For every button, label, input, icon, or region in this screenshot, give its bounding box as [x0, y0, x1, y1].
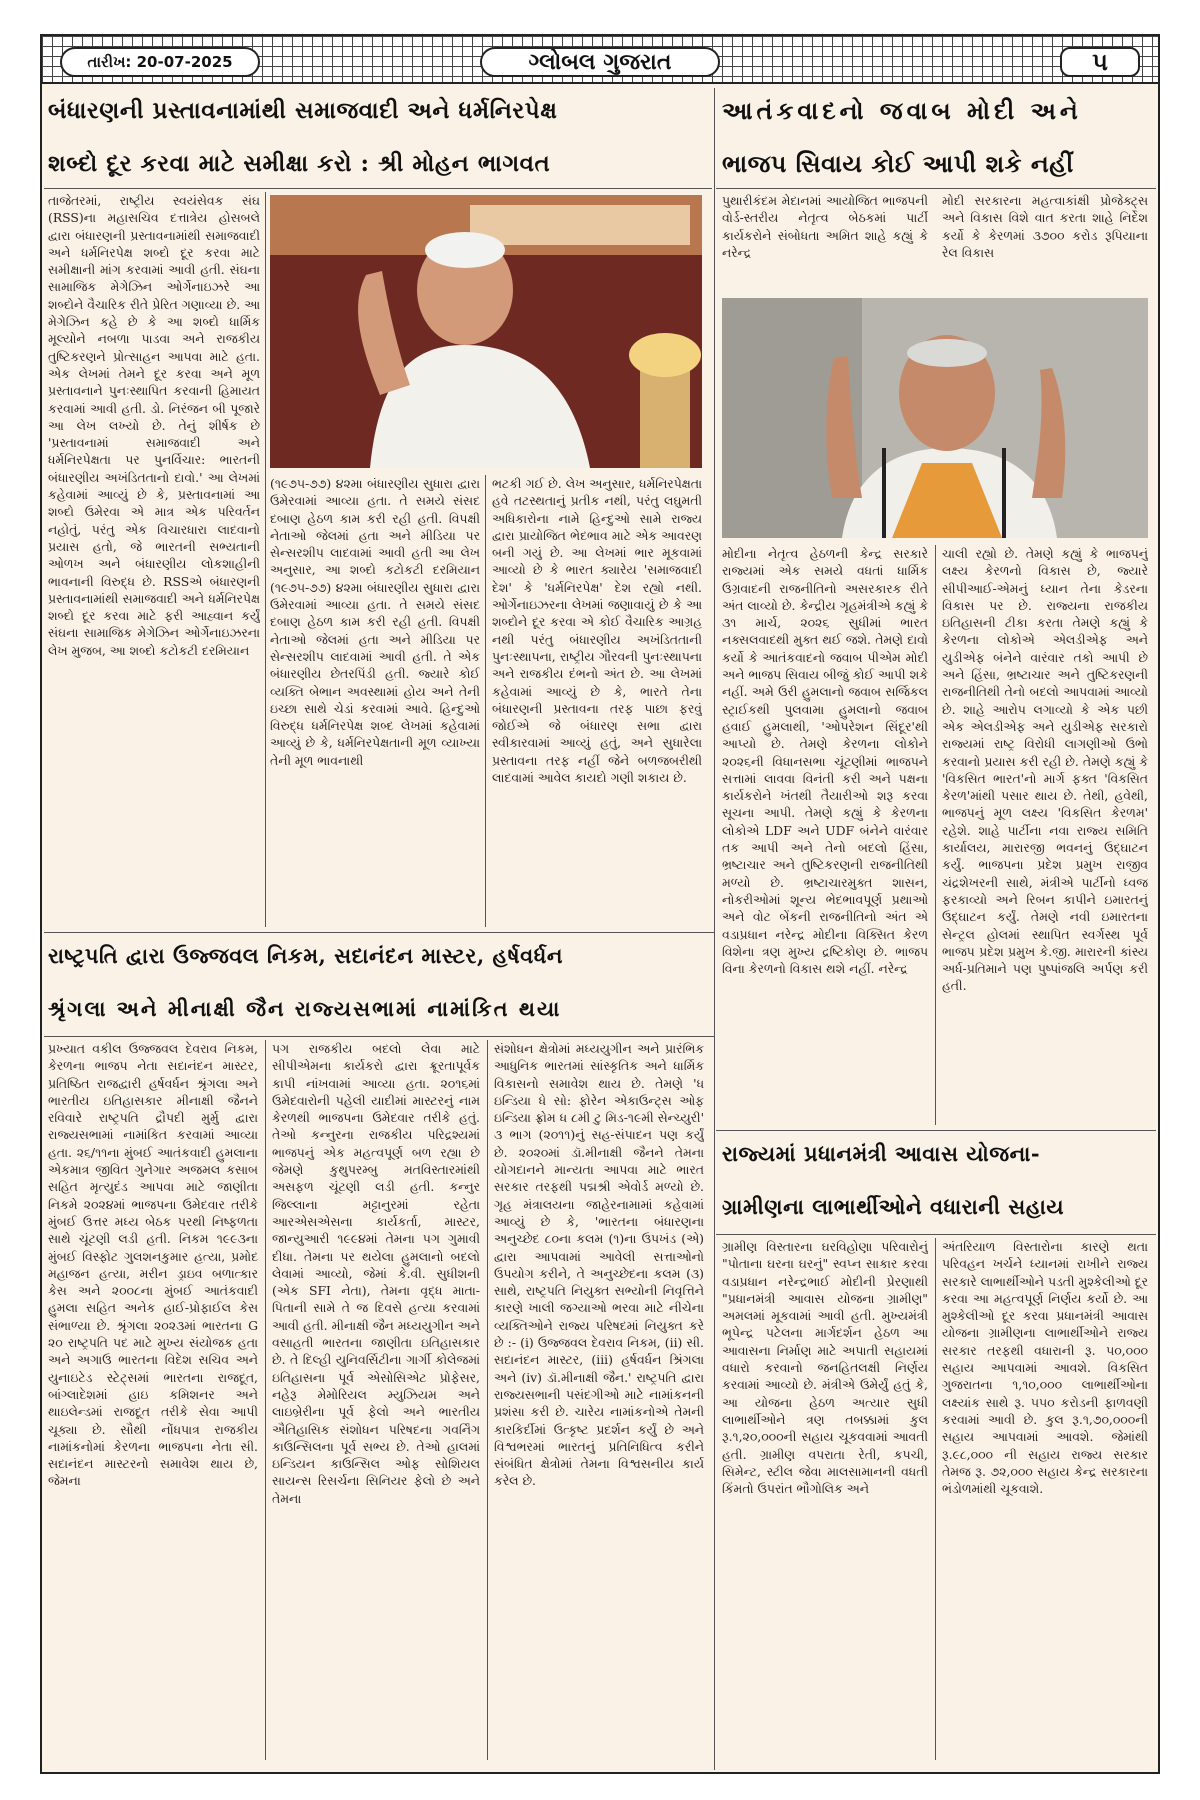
article4-headline-line2: ગ્રામીણના લાભાર્થીઓને વધારાની સહાય: [722, 1194, 1065, 1219]
article2-headline-line1: આતંકવાદનો જવાબ મોદી અને: [722, 96, 1082, 125]
article1-column-3: ભટકી ગઈ છે. લેખ અનુસાર, ધર્મનિરપેક્ષતા હવે તટસ્થતાનું પ્રતીક નથી, પરંતુ લઘુમતી અધિકારોના નામે હિન્દુઓ સામે રાજ્ય દ્વારા પ્રાયોજિત ભેદભાવ માટે એક આવરણ બની ગયું છે. આ લેખમાં ભાર મૂકવામાં આવ્યો છે કે ભારત ક્યારેય 'સમાજવાદી દેશ' કે 'ધર્મનિરપેક્ષ' દેશ રહ્યો નથી. ઓર્ગેનાઇઝરના લેખમાં જણાવાયું છે કે આ શબ્દોને દૂર કરવા એ કોઈ વૈચારિક આગ્રહ નથી પરંતુ બંધારણીય અખંડિતતાની પુનઃસ્થાપના, રાષ્ટ્રીય ગૌરવની પુનઃસ્થાપના અને રાજકીય દંભનો અંત છે. આ લેખમાં કહેવામાં આવ્યું છે કે, ભારતે તેના બંધારણની પ્રસ્તાવના તરફ પાછા ફરવું જોઈએ જે બંધારણ સભા દ્વારા સ્વીકારવામાં આવ્યું હતું, અને સુધારેલા પ્રસ્તાવના તરફ નહીં જેને બળજબરીથી લાદવામાં આવેલ કાયદો ગણી શકાય છે.: [492, 476, 702, 786]
article2-top-column-2: મોદી સરકારના મહત્વાકાંક્ષી પ્રોજેક્ટ્સ અને વિકાસ વિશે વાત કરતા શાહે નિર્દેશ કર્યો કે કેરળમાં ૩૭૦૦ કરોડ રૂપિયાના રેલ વિકાસ: [942, 193, 1148, 260]
article3-headline-rule: [44, 1036, 714, 1037]
paper-name: ગ્લોબલ ગુજરાત: [480, 47, 720, 77]
article3-column-2: પગ રાજકીય બદલો લેવા માટે સીપીએમના કાર્યકરો દ્વારા ક્રૂરતાપૂર્વક કાપી નાંખવામાં આવ્યા હતા. ૨૦૧૬માં ઉમેદવારોની પહેલી યાદીમાં માસ્ટરનું નામ કેરળથી ભાજપના ઉમેદવાર તરીકે હતું. તેઓ કન્નુરના રાજકીય પરિદ્રશ્યમાં ભાજપનું એક મહત્વપૂર્ણ બળ રહ્યા છે જેમણે કુથુપરમ્બુ મતવિસ્તારમાંથી અસફળ ચૂંટણી લડી હતી. કન્નુર જિલ્લાના મટ્ટાનુરમાં રહેતા આરએસએસના કાર્યકર્તા, માસ્ટર, જાન્યુઆરી ૧૯૯૪માં તેમના પગ ગુમાવી દીધા. તેમના પર થયેલા હુમલાનો બદલો લેવામાં આવ્યો, જેમાં કે.વી. સુધીશની (એક SFI નેતા), તેમના વૃદ્ધ માતા-પિતાની સામે તે જ દિવસે હત્યા કરવામાં આવી હતી. મીનાક્ષી જૈન મધ્યયુગીન અને વસાહતી ભારતના જાણીતા ઇતિહાસકાર છે. તે દિલ્હી યુનિવર્સિટીના ગાર્ગી કોલેજમાં ઇતિહાસના પૂર્વ એસોસિએટ પ્રોફેસર, નહેરૂ મેમોરિયલ મ્યુઝિયમ અને લાઇબ્રેરીના પૂર્વ ફેલો અને ભારતીય ઐતિહાસિક સંશોધન પરિષદના ગવર્નિંગ કાઉન્સિલના પૂર્વ સભ્ય છે. તેઓ હાલમાં ઇન્ડિયન કાઉન્સિલ ઓફ સોશિયલ સાયન્સ રિસર્ચના સિનિયર ફેલો છે અને તેમના: [272, 1041, 480, 1506]
article3-col-divider-2: [487, 1040, 488, 1760]
article3-column-1: પ્રખ્યાત વકીલ ઉજ્જવલ દેવરાવ નિકમ, કેરળના ભાજપ નેતા સદાનંદન માસ્ટર, પ્રતિષ્ઠિત રાજદ્વારી હર્ષવર્ધન શ્રૃંગલા અને ભારતીય ઇતિહાસકાર મીનાક્ષી જૈનને રવિવારે રાષ્ટ્રપતિ દ્રૌપદી મુર્મુ દ્વારા રાજ્યસભામાં નામાંકિત કરવામાં આવ્યા હતા. ૨૬/૧૧ના મુંબઈ આતંકવાદી હુમલાના એકમાત્ર જીવિત ગુનેગાર અજમલ કસાબ સહિત મૃત્યુદંડ આપવા માટે જાણીતા નિકમે ૨૦૨૪માં ભાજપના ઉમેદવાર તરીકે મુંબઈ ઉત્તર મધ્ય બેઠક પરથી નિષ્ફળતા સાથે ચૂંટણી લડી હતી. નિકમ ૧૯૯૩ના મુંબઈ વિસ્ફોટ ગુલશનકુમાર હત્યા, પ્રમોદ મહાજન હત્યા, મરીન ડ્રાઇવ બળાત્કાર કેસ અને ૨૦૦૮ના મુંબઈ આતંકવાદી હુમલા સહિત અનેક હાઈ-પ્રોફાઈલ કેસ સંભાળ્યા છે. શ્રૃંગલા ૨૦૨૩માં ભારતના G ૨૦ રાષ્ટ્રપતિ પદ માટે મુખ્ય સંયોજક હતા અને અગાઉ ભારતના વિદેશ સચિવ અને યુનાઇટેડ સ્ટેટ્સમાં ભારતના રાજદૂત, બાંગ્લાદેશમાં હાઇ કમિશનર અને થાઇલેન્ડમાં રાજદૂત તરીકે સેવા આપી ચૂક્યા છે. સૌથી નોંધપાત્ર રાજકીય નામાંકનોમાં કેરળના ભાજપના નેતા સી. સદાનંદન માસ્ટરનો સમાવેશ થાય છે, જેમના: [48, 1041, 258, 1489]
article4-col-divider: [935, 1238, 936, 1760]
issue-date: તારીખ: 20-07-2025: [60, 47, 260, 77]
article3-headline-line1: રાષ્ટ્રપતિ દ્વારા ઉજ્જવલ નિકમ, સદાનંદન માસ્ટર, હર્ષવર્ધન: [48, 943, 563, 968]
main-column-divider: [714, 88, 715, 1770]
article1-headline-line2: શબ્દો દૂર કરવા માટે સમીક્ષા કરો : શ્રી મોહન ભાગવત: [48, 150, 551, 177]
article3-headline-line2: શ્રૃંગલા અને મીનાક્ષી જૈન રાજ્યસભામાં નામાંકિત થયા: [48, 996, 562, 1021]
article4-headline-rule: [716, 1234, 1156, 1235]
article2-column-1: મોદીના નેતૃત્વ હેઠળની કેન્દ્ર સરકારે રાજ્યમાં એક સમયે વધતાં ધાર્મિક ઉગ્રવાદની રાજનીતિનો અસરકારક રીતે અંત લાવ્યો છે. કેન્દ્રીય ગૃહમંત્રીએ કહ્યું કે ૩૧ માર્ચ, ૨૦૨૬ સુધીમાં ભારત નક્સલવાદથી મુક્ત થઈ જશે. તેમણે દાવો કર્યો કે આતંકવાદનો જવાબ પીએમ મોદી અને ભાજપ સિવાય બીજું કોઈ આપી શકે નહીં. અમે ઉરી હુમલાનો જવાબ સર્જિકલ સ્ટ્રાઈકથી પુલવામા હુમલાનો જવાબ હવાઈ હુમલાથી, 'ઓપરેશન સિંદૂર'થી આપ્યો છે. તેમણે કેરળના લોકોને ૨૦૨૬ની વિધાનસભા ચૂંટણીમાં ભાજપને સત્તામાં લાવવા વિનંતી કરી અને પક્ષના કાર્યકરોને ખંતથી તૈયારીઓ શરૂ કરવા સૂચના આપી. તેમણે કહ્યું કે કેરળના લોકોએ LDF અને UDF બંનેને વારંવાર તક આપી અને તેનો બદલો હિંસા, ભ્રષ્ટાચાર અને તુષ્ટિકરણની રાજનીતિથી મળ્યો છે. ભ્રષ્ટાચારમુક્ત શાસન, નોકરીઓમાં શૂન્ય ભેદભાવપૂર્ણ પ્રથાઓ અને વોટ બેંકની રાજનીતિનો અંત એ વડાપ્રધાન નરેન્દ્ર મોદીના વિક્સિત કેરળ વિશેના ત્રણ મુખ્ય દ્રષ્ટિકોણ છે. ભાજપ વિના કેરળનો વિકાસ થશે નહીં. નરેન્દ્ર: [722, 546, 928, 977]
article1-column-1: તાજેતરમાં, રાષ્ટ્રીય સ્વયંસેવક સંઘ (RSS)ના મહાસચિવ દત્તાત્રેય હોસબલે દ્વારા બંધારણની પ્રસ્તાવનામાંથી સમાજવાદી અને ધર્મનિરપેક્ષ શબ્દો દૂર કરવા માટે સમીક્ષાની માંગ કરવામાં આવી હતી. સંઘના સામાજિક મેગેઝિન ઓર્ગેનાઇઝરે આ શબ્દોને વૈચારિક રીતે પ્રેરિત ગણાવ્યા છે. આ મેગેઝિન કહે છે કે આ શબ્દો ધાર્મિક મૂલ્યોને નબળા પાડવા અને રાજકીય તુષ્ટિકરણને પ્રોત્સાહન આપવા માટે હતા. એક લેખમાં તેમને દૂર કરવા અને મૂળ પ્રસ્તાવનાને પુનઃસ્થાપિત કરવાની હિમાયત કરવામાં આવી હતી. ડો. નિરંજન બી પૂજારે આ લેખ લખ્યો છે. તેનું શીર્ષક છે 'પ્રસ્તાવનામાં સમાજવાદી અને ધર્મનિરપેક્ષતા પર પુનર્વિચાર: ભારતની બંધારણીય અખંડિતતાનો દાવો.' આ લેખમાં કહેવામાં આવ્યું છે કે, પ્રસ્તાવનામાં આ શબ્દો ઉમેરવા એ માત્ર એક પરિવર્તન નહોતું, પરંતુ એક વિચારધારા લાદવાનો પ્રયાસ હતો, જે ભારતની સભ્યતાની ઓળખ અને બંધારણીય લોકશાહીની ભાવનાની વિરુદ્ધ છે. RSSએ બંધારણની પ્રસ્તાવનામાંથી સમાજવાદી અને ધર્મનિરપેક્ષ શબ્દો દૂર કરવા માટે ફરી આહ્વાન કર્યું સંઘના સામાજિક મેગેઝિન ઓર્ગેનાઇઝરના લેખ મુજબ, આ શબ્દો કટોકટી દરમિયાન: [48, 193, 260, 658]
article2-headline-rule: [716, 188, 1156, 189]
article1-col-divider-1: [265, 192, 266, 927]
article1-headline-line1: બંધારણની પ્રસ્તાવનામાંથી સમાજવાદી અને ધર્મનિરપેક્ષ: [48, 97, 558, 124]
article4-column-2: અંતરિયાળ વિસ્તારોના કારણે થતા પરિવહન ખર્ચને ધ્યાનમાં રાખીને રાજ્ય સરકારે લાભાર્થીઓને પડતી મુશ્કેલીઓ દૂર કરવા આ મહત્વપૂર્ણ નિર્ણય કર્યો છે. આ મુશ્કેલીઓ દૂર કરવા પ્રધાનમંત્રી આવાસ યોજના ગ્રામીણના લાભાર્થીઓને રાજ્ય સરકાર તરફથી વધારાની રૂ. ૫૦,૦૦૦ સહાય આપવામાં આવશે. વિકસિત ગુજરાતના ૧,૧૦,૦૦૦ લાભાર્થીઓના લક્ષ્યાંક સાથે રૂ. ૫૫૦ કરોડની ફાળવણી કરવામાં આવી છે. કુલ રૂ.૧,૭૦,૦૦૦ની સહાય આપવામાં આવશે. જેમાંથી રૂ.૯૮,૦૦૦ ની સહાય રાજ્ય સરકાર તેમજ રૂ. ૭૨,૦૦૦ સહાય કેન્દ્ર સરકારના ભંડોળમાંથી ચૂકવાશે.: [942, 1239, 1148, 1497]
article2-col-divider: [935, 545, 936, 1125]
article2-headline-line2: ભાજપ સિવાય કોઈ આપી શકે નહીં: [722, 149, 1074, 178]
page-number: ૫: [1060, 47, 1140, 77]
bhagwat-photo: [270, 195, 702, 468]
amit-shah-photo: [722, 298, 1148, 538]
article2-top-column-1: પુથારીકંદમ મેદાનમાં આયોજિત ભાજપની વોર્ડ-સ્તરીય નેતૃત્વ બેઠકમાં પાર્ટી કાર્યકરોને સંબોધતા અમિત શાહે કહ્યું કે નરેન્દ્ર: [722, 193, 928, 260]
article4-headline-line1: રાજ્યમાં પ્રધાનમંત્રી આવાસ યોજના-: [722, 1141, 1041, 1166]
article4-column-1: ગ્રામીણ વિસ્તારના ઘરવિહોણા પરિવારોનું "પોતાના ઘરના ઘરનું" સ્વપ્ન સાકાર કરવા વડાપ્રધાન નરેન્દ્રભાઈ મોદીની પ્રેરણાથી "પ્રધાનમંત્રી આવાસ યોજના ગ્રામીણ" અમલમાં મૂકવામાં આવી હતી. મુખ્યમંત્રી ભૂપેન્દ્ર પટેલના માર્ગદર્શન હેઠળ આ આવાસના નિર્માણ માટે અપાતી સહાયમાં વધારો કરવાનો જનહિતલક્ષી નિર્ણય કરવામાં આવ્યો છે. મંત્રીએ ઉમેર્યું હતું કે, આ યોજના હેઠળ અત્યાર સુધી લાભાર્થીઓને ત્રણ તબક્કામાં કુલ રૂ.૧,૨૦,૦૦૦ની સહાય ચૂકવવામાં આવતી હતી. ગ્રામીણ વપરાતા રેતી, કપચી, સિમેન્ટ, સ્ટીલ જેવા માલસામાનની વધતી કિંમતો ઉપરાંત ભૌગોલિક અને: [722, 1239, 928, 1497]
article1-col-divider-2: [485, 475, 486, 927]
article1-column-2: (૧૯૭૫-૭૭) ૪૨મા બંધારણીય સુધારા દ્વારા ઉમેરવામાં આવ્યા હતા. તે સમયે સંસદ દબાણ હેઠળ કામ કરી રહી હતી. વિપક્ષી નેતાઓ જેલમાં હતા અને મીડિયા પર સેન્સરશીપ લાદવામાં આવી હતી આ લેખ અનુસાર, આ શબ્દો કટોકટી દરમિયાન (૧૯૭૫-૭૭) ૪૨મા બંધારણીય સુધારા દ્વારા ઉમેરવામાં આવ્યા હતા. તે સમયે સંસદ દબાણ હેઠળ કામ કરી રહી હતી. વિપક્ષી નેતાઓ જેલમાં હતા અને મીડિયા પર સેન્સરશીપ લાદવામાં આવી હતી. તે એક બંધારણીય છેતરપિંડી હતી. જ્યારે કોઈ વ્યક્તિ બેભાન અવસ્થામાં હોય અને તેની ઇચ્છા સાથે ચેડાં કરવામાં આવે. હિન્દુઓ વિરુદ્ધ ધર્મનિરપેક્ષ શબ્દ લેખમાં કહેવામાં આવ્યું છે કે, ધર્મનિરપેક્ષતાની મૂળ વ્યાખ્યા તેની મૂળ ભાવનાથી: [270, 476, 480, 768]
article1-headline-rule: [44, 188, 712, 189]
article3-column-3: સંશોધન ક્ષેત્રોમાં મધ્યયુગીન અને પ્રારંભિક આધુનિક ભારતમાં સાંસ્કૃતિક અને ધાર્મિક વિકાસનો સમાવેશ થાય છે. તેમણે 'ધ ઇન્ડિયા ધે સો: ફોરેન એકાઉન્ટ્સ ઓફ ઇન્ડિયા ફ્રોમ ધ ૮મી ટુ મિડ-૧૯મી સેન્ચ્યુરી' ૩ ભાગ (૨૦૧૧)નું સહ-સંપાદન પણ કર્યું છે. ૨૦૨૦માં ડૉ.મીનાક્ષી જૈનને તેમના યોગદાનને માન્યતા આપવા માટે ભારત સરકાર તરફથી પદ્મશ્રી એવોર્ડ મળ્યો છે. ગૃહ મંત્રાલયના જાહેરનામામાં કહેવામાં આવ્યું છે કે, 'ભારતના બંધારણના અનુચ્છેદ ૮૦ના કલમ (૧)ના ઉપખંડ (એ) દ્વારા આપવામાં આવેલી સત્તાઓનો ઉપયોગ કરીને, તે અનુચ્છેદના કલમ (૩) સાથે, રાષ્ટ્રપતિ નિયુક્ત સભ્યોની નિવૃત્તિને કારણે ખાલી જગ્યાઓ ભરવા માટે નીચેના વ્યક્તિઓને રાજ્ય પરિષદમાં નિયુક્ત કરે છે :- (i) ઉજ્જવલ દેવરાવ નિકમ, (ii) સી. સદાનંદન માસ્ટર, (iii) હર્ષવર્ધન શ્રિંગલા અને (iv) ડૉ.મીનાક્ષી જૈન.' રાષ્ટ્રપતિ દ્વારા રાજ્યસભાની પસંદગીઓ માટે નામાંકનની પ્રશંસા કરી છે. ચારેય નામાંકનોએ તેમની કારકિર્દીમાં ઉત્કૃષ્ટ પ્રદર્શન કર્યું છે અને વિશ્વભરમાં ભારતનું પ્રતિનિધિત્વ કરીને સંબંધિત ક્ષેત્રોમાં તેમના વિશ્વસનીય કાર્ય કરેલ છે.: [494, 1041, 704, 1489]
article3-col-divider-1: [265, 1040, 266, 1760]
article2-column-2: ચાલી રહ્યો છે. તેમણે કહ્યું કે ભાજપનું લક્ષ્ય કેરળનો વિકાસ છે, જ્યારે સીપીઆઈ-એમનું ધ્યાન તેના કેડરના વિકાસ પર છે. રાજ્યના રાજકીય ઇતિહાસની ટીકા કરતા તેમણે કહ્યું કે કેરળના લોકોએ એલડીએફ અને યુડીએફ બંનેને વારંવાર તકો આપી છે અને હિંસા, ભ્રષ્ટાચાર અને તુષ્ટિકરણની રાજનીતિથી તેનો બદલો આપવામાં આવ્યો છે. શાહે આરોપ લગાવ્યો કે એક પછી એક એલડીએફ અને યુડીએફ સરકારો રાજ્યમાં રાષ્ટ્ર વિરોધી લાગણીઓ ઉભો કરવાનો પ્રયાસ કરી રહી છે. તેમણે કહ્યું કે 'વિકસિત ભારત'નો માર્ગ ફક્ત 'વિકસિત કેરળ'માંથી પસાર થાય છે. તેથી, હવેથી, ભાજપનું મૂળ લક્ષ્ય 'વિકસિત કેરળમ' રહેશે. શાહે પાર્ટીના નવા રાજ્ય સમિતિ કાર્યાલય, મારારજી ભવનનું ઉદ્ઘાટન કર્યું. ભાજપના પ્રદેશ પ્રમુખ રાજીવ ચંદ્રશેખરની સાથે, મંત્રીએ પાર્ટીનો ધ્વજ ફરકાવ્યો અને રિબન કાપીને ઇમારતનું ઉદ્ઘાટન કર્યું. તેમણે નવી ઇમારતના સેન્ટ્રલ હોલમાં સ્થાપિત સ્વર્ગસ્થ પૂર્વ ભાજપ પ્રદેશ પ્રમુખ કે.જી. મારારની કાંસ્ય અર્ધ-પ્રતિમાને પણ પુષ્પાંજલિ અર્પણ કરી હતી.: [942, 546, 1148, 994]
article3-top-rule: [44, 932, 714, 933]
article2-bottom-rule: [716, 1130, 1156, 1131]
